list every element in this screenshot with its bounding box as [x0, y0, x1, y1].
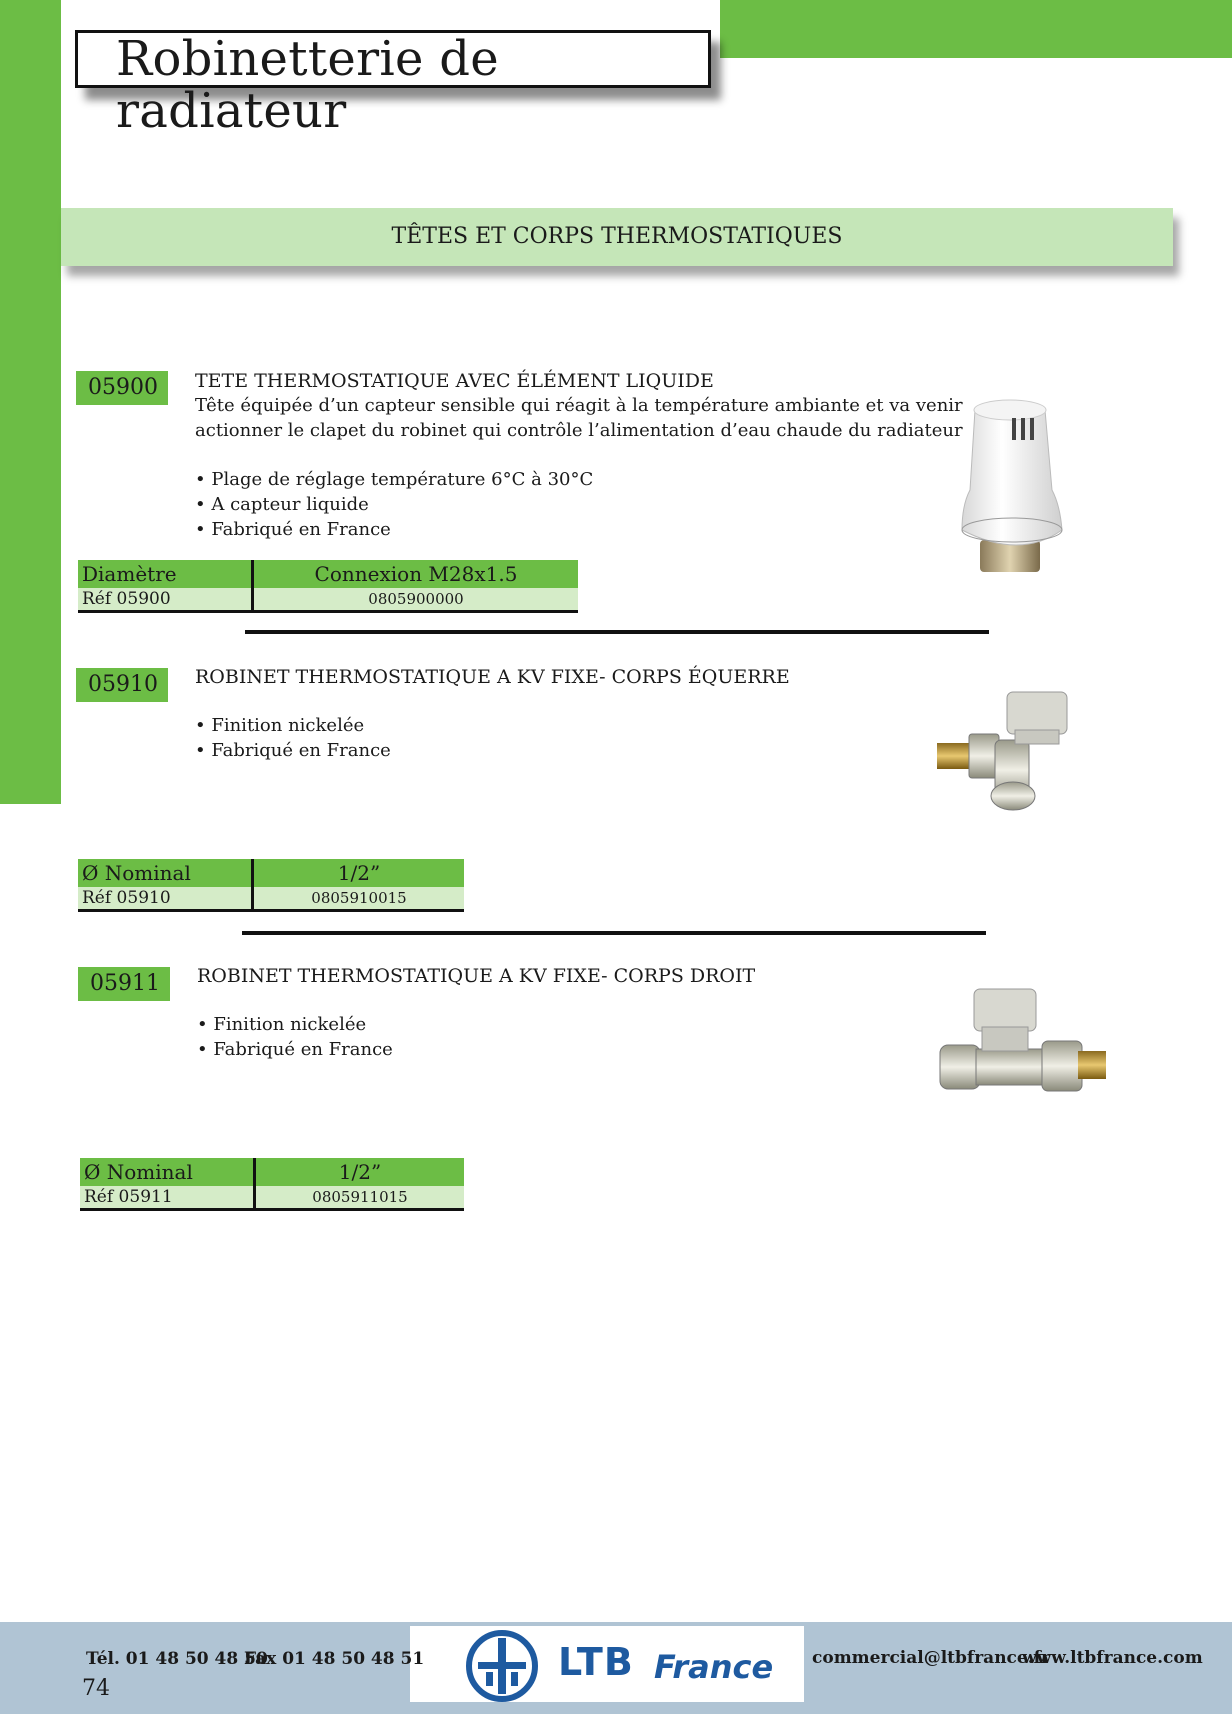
page-title-box — [75, 30, 711, 139]
feature-list — [195, 713, 391, 763]
spec-table — [78, 859, 464, 912]
logo-sub-text: France — [654, 1648, 774, 1686]
feature-item: • Fabriqué en France — [195, 517, 593, 542]
product-title: TETE THERMOSTATIQUE AVEC ÉLÉMENT LIQUIDE — [195, 370, 714, 392]
spec-header-label: Ø Nominal — [78, 859, 253, 887]
page-title: Robinetterie de radiateur — [116, 31, 500, 139]
feature-item: • Finition nickelée — [195, 713, 391, 738]
footer-fax: Fax 01 48 50 48 51 — [244, 1649, 425, 1669]
product-description-line: Tête équipée d’un capteur sensible qui réagit à la température ambiante et va venir — [195, 395, 963, 416]
feature-item: • Plage de réglage température 6°C à 30°C — [195, 467, 593, 492]
spec-ref-value: 0805910015 — [253, 887, 465, 911]
spec-ref-value: 0805900000 — [253, 588, 579, 612]
product-code-badge: 05911 — [78, 967, 170, 1001]
feature-list — [195, 467, 593, 542]
feature-item: • Fabriqué en France — [195, 738, 391, 763]
straight-valve-image — [938, 985, 1108, 1100]
product-title: ROBINET THERMOSTATIQUE A KV FIXE- CORPS ÉQUERRE — [195, 666, 790, 688]
spec-ref-value: 0805911015 — [255, 1186, 465, 1210]
product-code-badge: 05900 — [76, 371, 168, 405]
left-green-band — [0, 0, 61, 804]
spec-ref-label: Réf 05910 — [78, 887, 253, 911]
feature-item: • A capteur liquide — [195, 492, 593, 517]
section-banner: TÊTES ET CORPS THERMOSTATIQUES — [61, 208, 1173, 266]
section-divider — [242, 931, 986, 935]
product-title: ROBINET THERMOSTATIQUE A KV FIXE- CORPS DROIT — [197, 965, 756, 987]
spec-table — [78, 560, 578, 613]
footer-phone: Tél. 01 48 50 48 50 — [86, 1649, 268, 1669]
ltb-logo-emblem-icon — [464, 1628, 540, 1704]
spec-header-value: 1/2” — [253, 859, 465, 887]
product-code-badge: 05910 — [76, 668, 168, 702]
thermostatic-head-image — [900, 380, 1080, 580]
spec-header-label: Ø Nominal — [80, 1158, 255, 1186]
section-divider — [245, 630, 989, 634]
feature-item: • Finition nickelée — [197, 1012, 393, 1037]
footer-website[interactable]: www.ltbfrance.com — [1022, 1648, 1203, 1668]
feature-list — [197, 1012, 393, 1062]
feature-item: • Fabriqué en France — [197, 1037, 393, 1062]
spec-header-value: 1/2” — [255, 1158, 465, 1186]
spec-ref-label: Réf 05911 — [80, 1186, 255, 1210]
page-number: 74 — [82, 1676, 110, 1701]
spec-header-label: Diamètre — [78, 560, 253, 588]
spec-ref-label: Réf 05900 — [78, 588, 253, 612]
top-green-band — [720, 0, 1232, 58]
angle-valve-image — [935, 688, 1075, 813]
footer-email[interactable]: commercial@ltbfrance.fr — [812, 1648, 1050, 1668]
spec-table — [80, 1158, 464, 1211]
spec-header-value: Connexion M28x1.5 — [253, 560, 579, 588]
product-description-line: actionner le clapet du robinet qui contrôle l’alimentation d’eau chaude du radiateur — [195, 420, 963, 441]
logo-main-text: LTB — [558, 1640, 634, 1684]
